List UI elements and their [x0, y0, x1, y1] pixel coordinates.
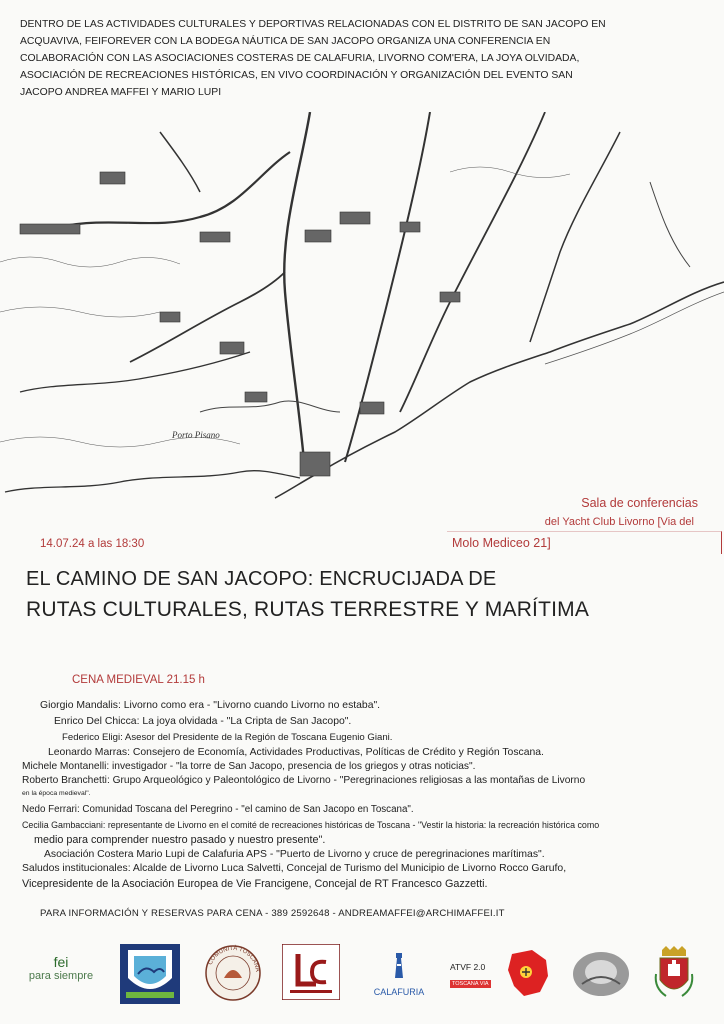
speaker-item: Federico Eligi: Asesor del Presidente de la Región de Toscana Eugenio Giani. [62, 732, 393, 743]
comunita-seal-text: COMUNITÀ TOSCANA [207, 945, 261, 973]
fei-logo [26, 954, 96, 982]
intro-line: ASOCIACIÓN DE RECREACIONES HISTÓRICAS, EN VIVO COORDINACIÓN Y ORGANIZACIÓN DEL EVENTO SAN [20, 70, 573, 81]
historic-map-illustration [0, 112, 724, 502]
venue-line-3: Molo Mediceo 21] [452, 536, 551, 550]
tuscany-map-logo [502, 946, 554, 1000]
intro-paragraph [20, 16, 700, 101]
contact-info: PARA INFORMACIÓN Y RESERVAS PARA CENA - 389 2592648 - ANDREAMAFFEI@ARCHIMAFFEI.IT [40, 908, 505, 919]
event-title-line-2: RUTAS CULTURALES, RUTAS TERRESTRE Y MARÍTIMA [26, 598, 590, 621]
fei-logo-tagline: para siempre [28, 970, 94, 982]
comunita-toscana-seal [204, 944, 262, 1002]
toscana-via-label: TOSCANA VIA [452, 981, 489, 987]
speaker-item: Saludos institucionales: Alcalde de Livorno Luca Salvetti, Concejal de Turismo del Municipio de Livorno Rocco Garufo, [22, 863, 567, 874]
speaker-item: Vicepresidente de la Asociación Europea de Vie Francigene, Concejal de RT Francesco Gazzetti. [22, 878, 488, 890]
speaker-item: Leonardo Marras: Consejero de Economía, Actividades Productivas, Políticas de Crédito y Región Toscana. [48, 747, 544, 758]
speaker-item: Nedo Ferrari: Comunidad Toscana del Peregrino - "el camino de San Jacopo en Toscana". [22, 804, 414, 815]
fei-logo-text: fei [53, 954, 69, 970]
speaker-item: Giorgio Mandalis: Livorno como era - "Livorno cuando Livorno no estaba". [40, 700, 381, 711]
speaker-item: Enrico Del Chicca: La joya olvidada - "La Cripta de San Jacopo". [54, 716, 352, 727]
speaker-item: Roberto Branchetti: Grupo Arqueológico y Paleontológico de Livorno - "Peregrinaciones religiosas a las montañas de Livorno [22, 775, 586, 786]
speaker-item-continuation: medio para comprender nuestro pasado y nuestro presente". [34, 834, 326, 846]
intro-line: ACQUAVIVA, FEIFOREVER CON LA BODEGA NÁUTICA DE SAN JACOPO ORGANIZA UNA CONFERENCIA EN [20, 36, 551, 47]
atvf-label: ATVF 2.0 [450, 962, 486, 972]
event-date: 14.07.24 a las 18:30 [40, 538, 145, 550]
calafuria-label: CALAFURIA [373, 987, 425, 997]
intro-line: DENTRO DE LAS ACTIVIDADES CULTURALES Y DEPORTIVAS RELACIONADAS CON EL DISTRITO DE SAN JACOPO EN [20, 19, 606, 30]
venue-line-1: Sala de conferencias [581, 496, 698, 510]
shield-logo [120, 944, 180, 1004]
livorno-come-era-logo [282, 944, 340, 1000]
intro-line: COLABORACIÓN CON LAS ASOCIACIONES COSTERAS DE CALAFURIA, LIVORNO COM'ERA, LA JOYA OLVIDADA, [20, 53, 580, 64]
calafuria-logo [368, 950, 430, 997]
venue-line-2: del Yacht Club Livorno [Via del [544, 516, 694, 528]
livorno-coat-of-arms-icon [652, 944, 696, 1002]
speaker-item-continuation: en la época medieval". [22, 790, 91, 797]
speaker-item: Asociación Costera Mario Lupi de Calafuria APS - "Puerto de Livorno y cruce de peregrinaciones marítimas". [44, 849, 545, 860]
speaker-item: Cecilia Gambacciani: representante de Livorno en el comité de recreaciones históricas de Toscana - "Vestir la historia: la recreación histórica como [22, 820, 600, 830]
event-title-line-1: EL CAMINO DE SAN JACOPO: ENCRUCIJADA DE [26, 568, 497, 590]
dinner-time: CENA MEDIEVAL 21.15 h [72, 674, 205, 686]
intro-line: JACOPO ANDREA MAFFEI Y MARIO LUPI [20, 87, 222, 98]
crypt-photo-logo [572, 950, 630, 998]
map-label-porto-pisano: Porto Pisano [172, 430, 220, 440]
speaker-item: Michele Montanelli: investigador - "la torre de San Jacopo, presencia de los griegos y otras noticias". [22, 761, 476, 772]
lighthouse-icon [389, 950, 409, 980]
atvf-logo [450, 962, 504, 990]
